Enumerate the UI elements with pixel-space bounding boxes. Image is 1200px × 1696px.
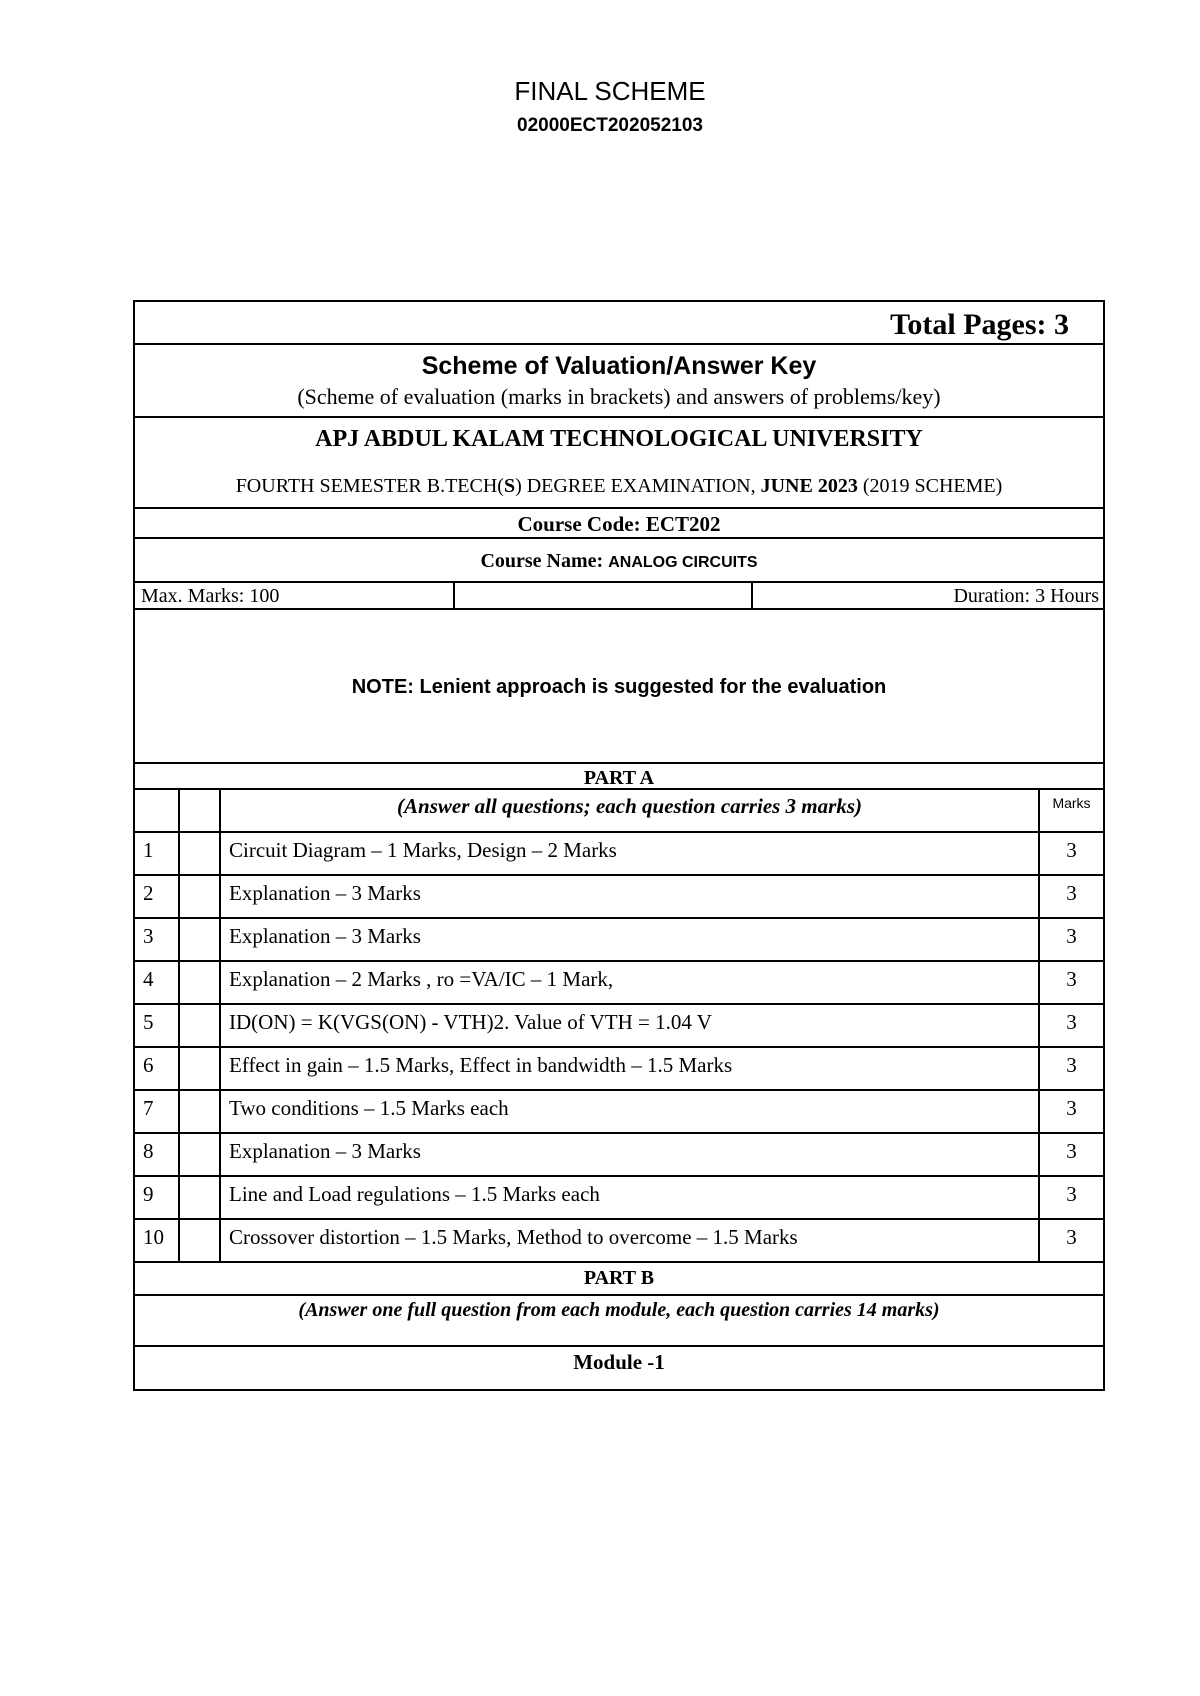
course-name: ANALOG CIRCUITS (608, 554, 758, 571)
exam-title-suffix: (2019 SCHEME) (857, 475, 1003, 497)
blank-cell (180, 962, 221, 1003)
question-marks: 3 (1066, 1139, 1077, 1163)
blank-cell (180, 1177, 221, 1218)
exam-title-mid: ) DEGREE EXAMINATION, (515, 475, 761, 497)
marks-header: Marks (1052, 795, 1091, 811)
question-marks: 3 (1066, 967, 1077, 991)
question-scheme: Circuit Diagram – 1 Marks, Design – 2 Marks (221, 833, 1040, 874)
document-code: 02000ECT202052103 (517, 115, 703, 136)
table-row (135, 1048, 1103, 1091)
table-row (135, 919, 1103, 962)
question-number: 4 (135, 962, 180, 1003)
question-number: 6 (135, 1048, 180, 1089)
exam-title (135, 474, 1103, 498)
part-b-header (135, 1263, 1103, 1347)
question-scheme: Explanation – 2 Marks , ro =VA/IC – 1 Mark, (221, 962, 1040, 1003)
question-marks: 3 (1066, 881, 1077, 905)
question-marks: 3 (1066, 1053, 1077, 1077)
university-name: APJ ABDUL KALAM TECHNOLOGICAL UNIVERSITY (315, 426, 923, 452)
question-scheme: Effect in gain – 1.5 Marks, Effect in bandwidth – 1.5 Marks (221, 1048, 1040, 1089)
document-title: FINAL SCHEME (514, 76, 706, 106)
university-block (135, 418, 1103, 509)
blank-cell (180, 833, 221, 874)
course-name-row (135, 539, 1103, 583)
blank-cell (180, 1091, 221, 1132)
blank-cell (180, 1134, 221, 1175)
question-marks: 3 (1066, 1096, 1077, 1120)
table-row (135, 962, 1103, 1005)
question-number: 9 (135, 1177, 180, 1218)
question-number: 3 (135, 919, 180, 960)
question-marks: 3 (1066, 924, 1077, 948)
question-number: 7 (135, 1091, 180, 1132)
question-number: 1 (135, 833, 180, 874)
max-marks: Max. Marks: 100 (135, 583, 455, 608)
part-a-instruction: (Answer all questions; each question carries 3 marks) (221, 790, 1040, 831)
scheme-title: Scheme of Valuation/Answer Key (421, 352, 817, 380)
question-marks: 3 (1066, 838, 1077, 862)
table-row (135, 833, 1103, 876)
empty-cell (455, 583, 753, 608)
blank-cell (180, 1005, 221, 1046)
part-b-instruction: (Answer one full question from each module, each question carries 14 marks) (135, 1294, 1103, 1324)
table-row (135, 1220, 1103, 1263)
question-scheme: Crossover distortion – 1.5 Marks, Method to overcome – 1.5 Marks (221, 1220, 1040, 1261)
question-scheme: ID(ON) = K(VGS(ON) - VTH)2. Value of VTH = 1.04 V (221, 1005, 1040, 1046)
table-row (135, 1005, 1103, 1048)
blank-cell (180, 919, 221, 960)
blank-cell (180, 1048, 221, 1089)
table-row (135, 876, 1103, 919)
question-number: 8 (135, 1134, 180, 1175)
module-title: Module -1 (573, 1350, 665, 1374)
table-row (135, 1091, 1103, 1134)
part-a-header-row (135, 790, 1103, 833)
blank-cell (180, 1220, 221, 1261)
blank-cell (180, 876, 221, 917)
question-scheme: Line and Load regulations – 1.5 Marks each (221, 1177, 1040, 1218)
duration: Duration: 3 Hours (953, 585, 1099, 607)
question-scheme: Explanation – 3 Marks (221, 1134, 1040, 1175)
table-row (135, 1177, 1103, 1220)
exam-month: JUNE 2023 (760, 475, 858, 497)
header-cell-no (135, 790, 180, 831)
marks-duration-row (135, 583, 1103, 610)
question-scheme: Explanation – 3 Marks (221, 919, 1040, 960)
question-marks: 3 (1066, 1182, 1077, 1206)
part-b-title: PART B (583, 1267, 655, 1289)
question-marks: 3 (1066, 1010, 1077, 1034)
total-pages: Total Pages: 3 (135, 302, 1103, 345)
course-code: Course Code: ECT202 (135, 509, 1103, 539)
question-scheme: Two conditions – 1.5 Marks each (221, 1091, 1040, 1132)
note: NOTE: Lenient approach is suggested for the evaluation (135, 610, 1103, 764)
exam-title-s: S (503, 475, 516, 497)
question-number: 5 (135, 1005, 180, 1046)
table-row (135, 1134, 1103, 1177)
question-number: 10 (135, 1220, 180, 1261)
scheme-subtitle: (Scheme of evaluation (marks in brackets) and answers of problems/key) (297, 384, 941, 409)
question-marks: 3 (1066, 1225, 1077, 1249)
part-a-title: PART A (135, 764, 1103, 790)
question-scheme: Explanation – 3 Marks (221, 876, 1040, 917)
exam-title-prefix: FOURTH SEMESTER B.TECH( (235, 475, 504, 497)
header-cell-blank (180, 790, 221, 831)
course-name-label: Course Name: (480, 550, 609, 572)
question-number: 2 (135, 876, 180, 917)
answer-key-table (133, 300, 1105, 1391)
scheme-header (135, 345, 1103, 418)
